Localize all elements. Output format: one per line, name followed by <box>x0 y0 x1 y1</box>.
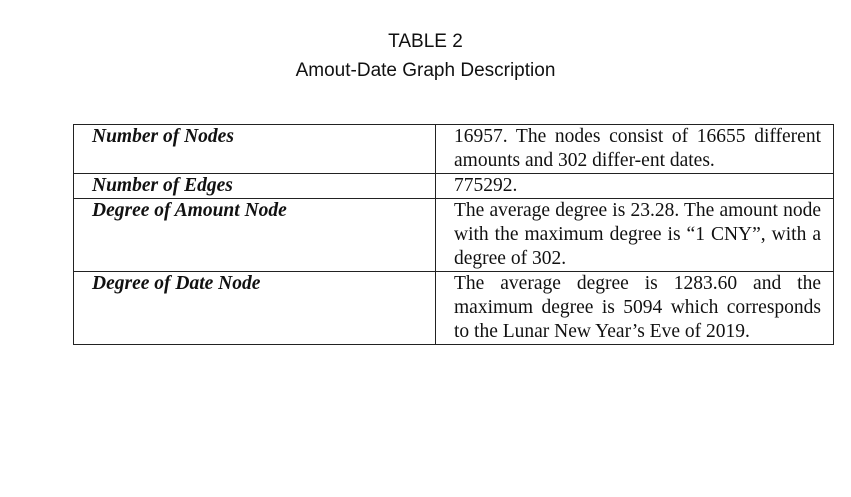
row-value: The average degree is 23.28. The amount node with the maximum degree is “1 CNY”, with a degree of 302. <box>436 199 834 272</box>
row-value: The average degree is 1283.60 and the maximum degree is 5094 which corresponds to the Lunar New Year’s Eve of 2019. <box>436 272 834 345</box>
table-row <box>74 272 834 345</box>
row-value: 775292. <box>436 174 834 199</box>
table-row <box>74 174 834 199</box>
row-label: Degree of Date Node <box>74 272 436 345</box>
table-number: TABLE 2 <box>388 31 463 52</box>
row-label: Degree of Amount Node <box>74 199 436 272</box>
table-title: Amout-Date Graph Description <box>295 60 556 81</box>
row-label: Number of Edges <box>74 174 436 199</box>
table-row <box>74 199 834 272</box>
row-value: 16957. The nodes consist of 16655 different amounts and 302 differ-ent dates. <box>436 125 834 174</box>
table-row <box>74 125 834 174</box>
row-label: Number of Nodes <box>74 125 436 174</box>
graph-description-table <box>73 124 834 345</box>
